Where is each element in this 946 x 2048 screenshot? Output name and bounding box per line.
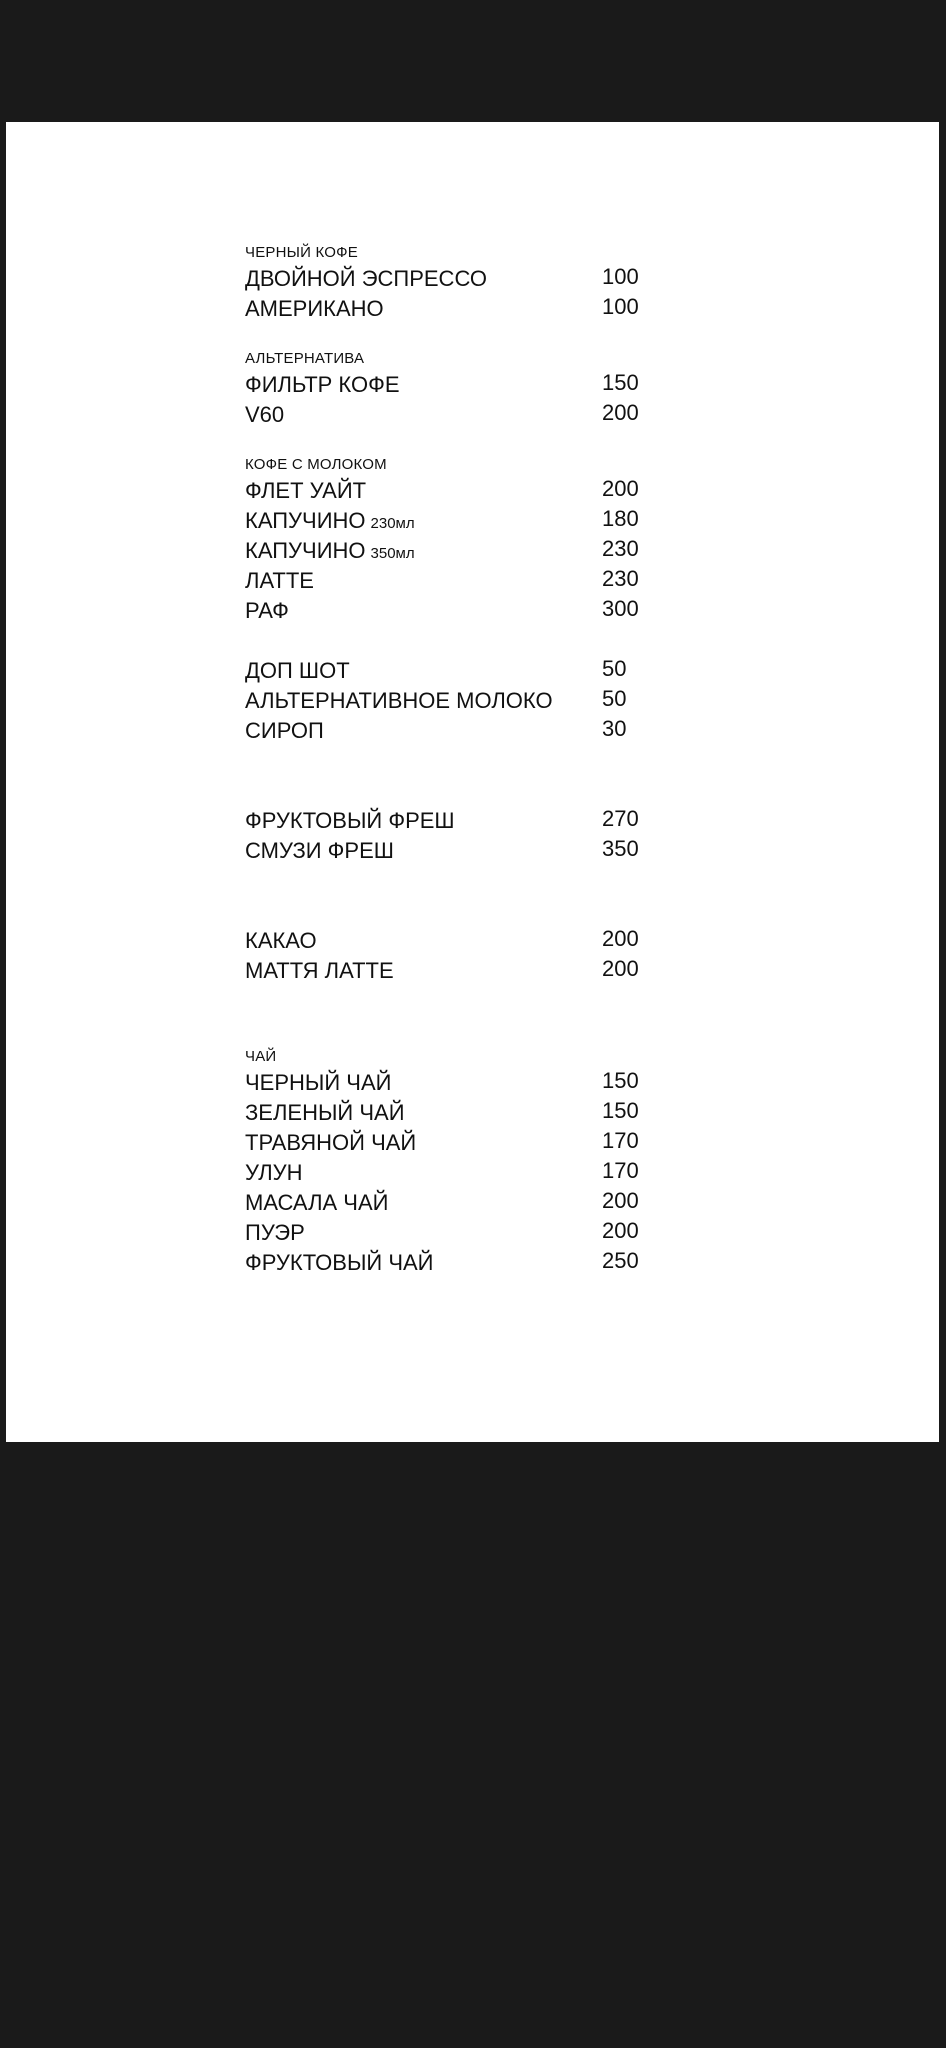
item-price: 200 (602, 400, 639, 425)
item-price: 50 (602, 686, 627, 711)
item-price: 100 (602, 264, 639, 289)
item-price: 200 (602, 1188, 639, 1213)
item-price: 250 (602, 1248, 639, 1273)
menu-item (245, 716, 665, 746)
item-name: ФРУКТОВЫЙ ФРЕШ (245, 808, 455, 833)
item-price: 230 (602, 566, 639, 591)
section-spacer (245, 626, 665, 656)
menu-item (245, 926, 665, 956)
item-price: 170 (602, 1128, 639, 1153)
item-price: 100 (602, 294, 639, 319)
section-spacer (245, 430, 665, 454)
item-name: ПУЭР (245, 1220, 305, 1245)
menu-item (245, 264, 665, 294)
item-size: 350мл (370, 545, 415, 562)
menu-item (245, 1128, 665, 1158)
item-price: 200 (602, 1218, 639, 1243)
item-price: 170 (602, 1158, 639, 1183)
menu-item (245, 1218, 665, 1248)
item-price: 350 (602, 836, 639, 861)
section-tea (245, 1046, 665, 1278)
section-heading: ЧАЙ (245, 1048, 277, 1065)
item-name: ТРАВЯНОЙ ЧАЙ (245, 1130, 417, 1155)
menu-item (245, 370, 665, 400)
menu-item (245, 476, 665, 506)
item-name: КАПУЧИНО (245, 538, 366, 563)
item-name: КАКАО (245, 928, 317, 953)
menu-item (245, 656, 665, 686)
menu-item (245, 806, 665, 836)
section-extras (245, 656, 665, 746)
item-name: ЧЕРНЫЙ ЧАЙ (245, 1070, 392, 1095)
item-name: ДВОЙНОЙ ЭСПРЕССО (245, 266, 487, 291)
item-name: СИРОП (245, 718, 324, 743)
item-name: МАТТЯ ЛАТТЕ (245, 958, 394, 983)
item-price: 200 (602, 926, 639, 951)
item-name-with-size (245, 506, 415, 539)
menu-item (245, 1098, 665, 1128)
menu-item (245, 836, 665, 866)
item-price: 150 (602, 1068, 639, 1093)
section-alternative (245, 348, 665, 430)
item-name: ФРУКТОВЫЙ ЧАЙ (245, 1250, 434, 1275)
item-size: 230мл (370, 515, 415, 532)
section-heading: АЛЬТЕРНАТИВА (245, 350, 365, 367)
section-spacer (245, 746, 665, 806)
section-black-coffee (245, 242, 665, 324)
menu-item (245, 536, 665, 566)
menu-list (245, 242, 665, 1278)
section-other (245, 926, 665, 986)
item-name: РАФ (245, 598, 289, 623)
menu-item (245, 686, 665, 716)
menu-item (245, 1068, 665, 1098)
section-heading: ЧЕРНЫЙ КОФЕ (245, 244, 358, 261)
item-name: МАСАЛА ЧАЙ (245, 1190, 389, 1215)
item-name: V60 (245, 402, 285, 427)
item-price: 30 (602, 716, 627, 741)
menu-item (245, 294, 665, 324)
menu-item (245, 566, 665, 596)
item-price: 200 (602, 476, 639, 501)
item-name: УЛУН (245, 1160, 303, 1185)
menu-item (245, 400, 665, 430)
item-price: 300 (602, 596, 639, 621)
item-name: АМЕРИКАНО (245, 296, 384, 321)
item-price: 180 (602, 506, 639, 531)
menu-item (245, 596, 665, 626)
menu-item (245, 506, 665, 536)
item-price: 230 (602, 536, 639, 561)
section-spacer (245, 866, 665, 926)
section-milk-coffee (245, 454, 665, 626)
menu-item (245, 956, 665, 986)
item-name: ФЛЕТ УАЙТ (245, 478, 367, 503)
item-name: СМУЗИ ФРЕШ (245, 838, 394, 863)
section-fresh (245, 806, 665, 866)
menu-item (245, 1188, 665, 1218)
menu-item (245, 1158, 665, 1188)
item-price: 50 (602, 656, 627, 681)
section-spacer (245, 324, 665, 348)
item-name: ЛАТТЕ (245, 568, 314, 593)
item-name: ЗЕЛЕНЫЙ ЧАЙ (245, 1100, 405, 1125)
item-price: 150 (602, 1098, 639, 1123)
section-spacer (245, 986, 665, 1046)
item-name-with-size (245, 536, 415, 569)
item-name: АЛЬТЕРНАТИВНОЕ МОЛОКО (245, 688, 553, 713)
menu-item (245, 1248, 665, 1278)
item-price: 200 (602, 956, 639, 981)
item-name: ФИЛЬТР КОФЕ (245, 372, 400, 397)
item-price: 270 (602, 806, 639, 831)
section-heading: КОФЕ С МОЛОКОМ (245, 456, 387, 473)
item-price: 150 (602, 370, 639, 395)
item-name: ДОП ШОТ (245, 658, 350, 683)
menu-page (6, 122, 939, 1442)
item-name: КАПУЧИНО (245, 508, 366, 533)
